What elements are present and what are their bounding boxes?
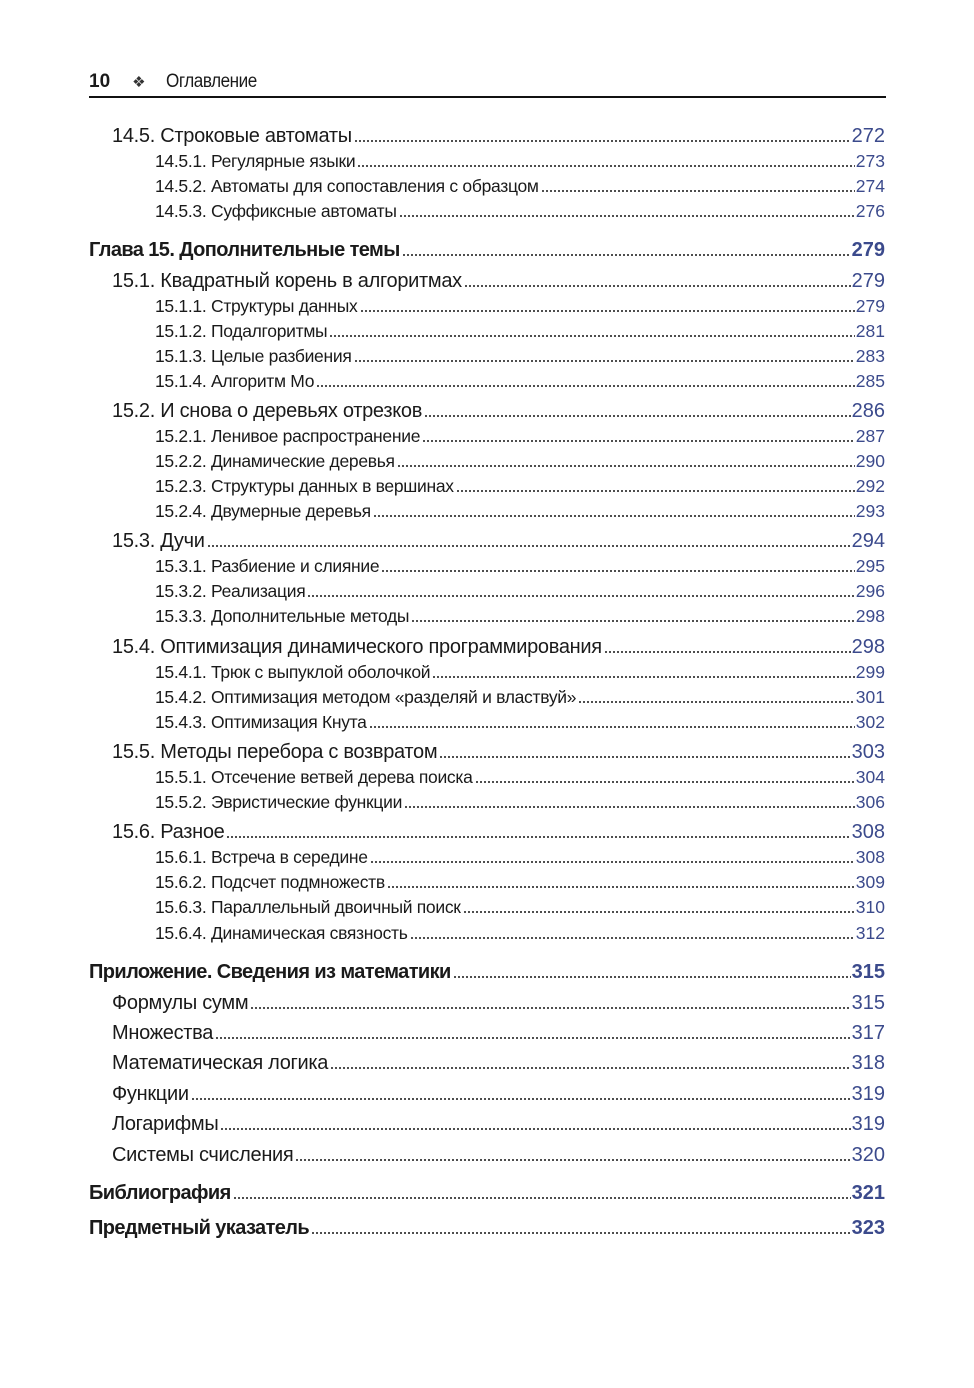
- toc-entry-title: 15.2. И снова о деревьях отрезков: [112, 400, 423, 422]
- dot-leader: [402, 253, 851, 257]
- toc-entry-page: 294: [851, 530, 885, 552]
- dot-leader: [397, 464, 855, 468]
- dot-leader: [360, 309, 855, 313]
- toc-entry-title: 15.2.1. Ленивое распространение: [155, 426, 421, 446]
- toc-entry-title: 14.5.2. Автоматы для сопоставления с образцом: [155, 176, 539, 196]
- header-title: Оглавление: [165, 71, 257, 92]
- dot-leader: [475, 780, 855, 784]
- toc-entry[interactable]: [155, 869, 885, 895]
- toc-entry-page: 304: [855, 767, 885, 787]
- dot-leader: [316, 384, 855, 388]
- toc-entry[interactable]: [155, 789, 885, 815]
- toc-entry-page: 283: [855, 346, 885, 366]
- dot-leader: [357, 164, 854, 168]
- dot-leader: [456, 489, 855, 493]
- toc-entry-page: 306: [855, 792, 885, 812]
- dot-leader: [463, 910, 855, 914]
- dot-leader: [311, 1231, 851, 1235]
- dot-leader: [370, 860, 855, 864]
- toc-entry-page: 292: [855, 476, 885, 496]
- toc-entry-page: 290: [855, 451, 885, 471]
- toc-entry-title: Библиография: [89, 1182, 231, 1204]
- toc-entry-title: 15.1.3. Целые разбиения: [155, 346, 352, 366]
- toc-entry-title: 15.3.2. Реализация: [155, 581, 306, 601]
- toc-entry-page: 312: [855, 923, 885, 943]
- toc-entry-title: 15.5.1. Отсечение ветвей дерева поиска: [155, 767, 473, 787]
- toc-entry-title: 15.5. Методы перебора с возвратом: [112, 741, 438, 763]
- toc-entry-title: Логарифмы: [112, 1113, 219, 1135]
- toc-entry-page: 315: [851, 992, 885, 1014]
- toc-entry-page: 299: [855, 662, 885, 682]
- dot-leader: [404, 805, 855, 809]
- dot-leader: [422, 439, 855, 443]
- toc-entry-page: 301: [855, 687, 885, 707]
- toc-entry-page: 323: [851, 1217, 885, 1239]
- toc-entry[interactable]: [112, 739, 885, 765]
- toc-entry-page: 295: [855, 556, 885, 576]
- dot-leader: [226, 835, 850, 839]
- toc-entry[interactable]: [155, 709, 885, 735]
- toc-entry-title: Приложение. Сведения из математики: [89, 961, 451, 983]
- toc-entry-title: 15.2.3. Структуры данных в вершинах: [155, 476, 454, 496]
- dot-leader: [453, 975, 851, 979]
- toc-entry-title: 15.6.1. Встреча в середине: [155, 847, 368, 867]
- toc-entry[interactable]: [155, 148, 885, 174]
- toc-entry-page: 279: [851, 270, 885, 292]
- dot-leader: [329, 334, 854, 338]
- toc-entry-title: 15.5.2. Эвристические функции: [155, 792, 403, 812]
- toc-entry[interactable]: [112, 268, 885, 294]
- toc-entry[interactable]: [89, 237, 885, 263]
- toc-entry-title: 14.5. Строковые автоматы: [112, 125, 352, 147]
- toc-entry-title: Предметный указатель: [89, 1217, 310, 1239]
- toc-entry[interactable]: [155, 198, 885, 224]
- toc-entry-title: 15.3.3. Дополнительные методы: [155, 606, 410, 626]
- toc-entry-page: 318: [851, 1052, 885, 1074]
- toc-entry[interactable]: [112, 528, 885, 554]
- toc-entry-page: 315: [851, 961, 885, 983]
- toc-entry-page: 310: [855, 897, 885, 917]
- toc-entry-page: 298: [855, 606, 885, 626]
- toc-entry[interactable]: [112, 1020, 885, 1046]
- toc-entry-page: 286: [851, 400, 885, 422]
- dot-leader: [432, 675, 855, 679]
- dot-leader: [410, 936, 855, 940]
- dot-leader: [369, 725, 855, 729]
- toc-entry-page: 319: [851, 1083, 885, 1105]
- toc-entry-title: 15.6. Разное: [112, 821, 225, 843]
- dot-leader: [220, 1127, 850, 1131]
- dot-leader: [330, 1066, 850, 1070]
- running-header: [89, 70, 267, 94]
- dot-leader: [191, 1097, 851, 1101]
- dot-leader: [307, 594, 854, 598]
- toc-entry-page: 279: [855, 296, 885, 316]
- toc-entry[interactable]: [155, 553, 885, 579]
- toc-entry-page: 287: [855, 426, 885, 446]
- toc-entry-page: 273: [855, 151, 885, 171]
- toc-entry-page: 308: [855, 847, 885, 867]
- page-number: 10: [89, 71, 111, 92]
- dot-leader: [250, 1006, 850, 1010]
- toc-entry[interactable]: [112, 1081, 885, 1107]
- toc-entry[interactable]: [155, 684, 885, 710]
- toc-entry-title: 15.1.1. Структуры данных: [155, 296, 358, 316]
- dot-leader: [207, 544, 851, 548]
- toc-entry[interactable]: [155, 578, 885, 604]
- dot-leader: [373, 514, 855, 518]
- toc-entry-page: 274: [855, 176, 885, 196]
- toc-entry-page: 285: [855, 371, 885, 391]
- header-rule: [89, 96, 886, 98]
- toc-entry-title: 15.1.4. Алгоритм Мо: [155, 371, 315, 391]
- dot-leader: [541, 189, 855, 193]
- toc-entry-page: 276: [855, 201, 885, 221]
- toc-entry-title: 15.2.4. Двумерные деревья: [155, 501, 371, 521]
- dot-leader: [399, 214, 855, 218]
- toc-entry[interactable]: [155, 423, 885, 449]
- toc-entry[interactable]: [112, 1050, 885, 1076]
- toc-entry-page: 303: [851, 741, 885, 763]
- toc-entry-page: 309: [855, 872, 885, 892]
- toc-entry[interactable]: [112, 819, 885, 845]
- toc-entry-page: 308: [851, 821, 885, 843]
- toc-entry[interactable]: [112, 634, 885, 660]
- toc-entry-page: 302: [855, 712, 885, 732]
- toc-entry-title: 14.5.3. Суффиксные автоматы: [155, 201, 397, 221]
- toc-entry[interactable]: [155, 368, 885, 394]
- toc-entry-page: 272: [851, 125, 885, 147]
- toc-entry[interactable]: [155, 920, 885, 946]
- toc-entry[interactable]: [89, 1215, 885, 1241]
- toc-entry-title: Математическая логика: [112, 1052, 329, 1074]
- toc-entry-page: 320: [851, 1144, 885, 1166]
- toc-entry[interactable]: [155, 448, 885, 474]
- toc-entry[interactable]: [155, 603, 885, 629]
- toc-entry[interactable]: [112, 1142, 885, 1168]
- toc-entry-page: 319: [851, 1113, 885, 1135]
- toc-entry-page: 321: [851, 1182, 885, 1204]
- toc-entry-page: 281: [855, 321, 885, 341]
- toc-entry[interactable]: [112, 1111, 885, 1137]
- dot-leader: [464, 284, 851, 288]
- dot-leader: [295, 1158, 850, 1162]
- toc-entry[interactable]: [112, 123, 885, 149]
- toc-entry-title: 15.3. Дучи: [112, 530, 205, 552]
- toc-entry-page: 293: [855, 501, 885, 521]
- toc-entry-title: 15.4. Оптимизация динамического программирования: [112, 636, 602, 658]
- toc-entry-title: 15.1. Квадратный корень в алгоритмах: [112, 270, 462, 292]
- toc-entry[interactable]: [155, 764, 885, 790]
- dot-leader: [215, 1036, 851, 1040]
- toc-entry[interactable]: [112, 990, 885, 1016]
- dot-leader: [381, 569, 854, 573]
- toc-entry-page: 296: [855, 581, 885, 601]
- toc-entry-title: 15.4.2. Оптимизация методом «разделяй и властвуй»: [155, 687, 577, 707]
- dot-leader: [387, 885, 855, 889]
- toc-entry-page: 279: [851, 239, 885, 261]
- toc-entry[interactable]: [155, 498, 885, 524]
- dot-leader: [354, 359, 855, 363]
- toc-entry-title: 15.4.1. Трюк с выпуклой оболочкой: [155, 662, 431, 682]
- toc-entry[interactable]: [112, 398, 885, 424]
- dot-leader: [354, 139, 851, 143]
- toc-entry-title: 15.3.1. Разбиение и слияние: [155, 556, 380, 576]
- toc-entry-title: 15.6.4. Динамическая связность: [155, 923, 408, 943]
- dot-leader: [411, 619, 855, 623]
- toc-entry[interactable]: [89, 1180, 885, 1206]
- toc-entry-title: Формулы сумм: [112, 992, 249, 1014]
- toc-entry[interactable]: [155, 318, 885, 344]
- toc-entry[interactable]: [155, 343, 885, 369]
- dot-leader: [424, 414, 851, 418]
- toc-entry-page: 317: [851, 1022, 885, 1044]
- toc-entry-title: Множества: [112, 1022, 214, 1044]
- toc-entry[interactable]: [89, 959, 885, 985]
- toc-entry-title: 15.4.3. Оптимизация Кнута: [155, 712, 367, 732]
- dot-leader: [604, 650, 851, 654]
- toc-entry-title: 15.6.2. Подсчет подмножеств: [155, 872, 385, 892]
- toc-entry[interactable]: [155, 293, 885, 319]
- toc-entry[interactable]: [155, 894, 885, 920]
- dot-leader: [439, 755, 850, 759]
- toc-entry-page: 298: [851, 636, 885, 658]
- dot-leader: [578, 700, 855, 704]
- dot-leader: [233, 1196, 851, 1200]
- toc-entry[interactable]: [155, 173, 885, 199]
- ornament-icon: ❖: [132, 74, 146, 91]
- toc-entry-title: Функции: [112, 1083, 189, 1105]
- toc-entry-title: Глава 15. Дополнительные темы: [89, 239, 400, 261]
- toc-entry-title: 15.1.2. Подалгоритмы: [155, 321, 328, 341]
- toc-entry-title: 14.5.1. Регулярные языки: [155, 151, 356, 171]
- toc-entry-title: 15.2.2. Динамические деревья: [155, 451, 395, 471]
- toc-entry[interactable]: [155, 844, 885, 870]
- toc-entry-title: 15.6.3. Параллельный двоичный поиск: [155, 897, 461, 917]
- toc-entry-title: Системы счисления: [112, 1144, 294, 1166]
- toc-entry[interactable]: [155, 659, 885, 685]
- toc-entry[interactable]: [155, 473, 885, 499]
